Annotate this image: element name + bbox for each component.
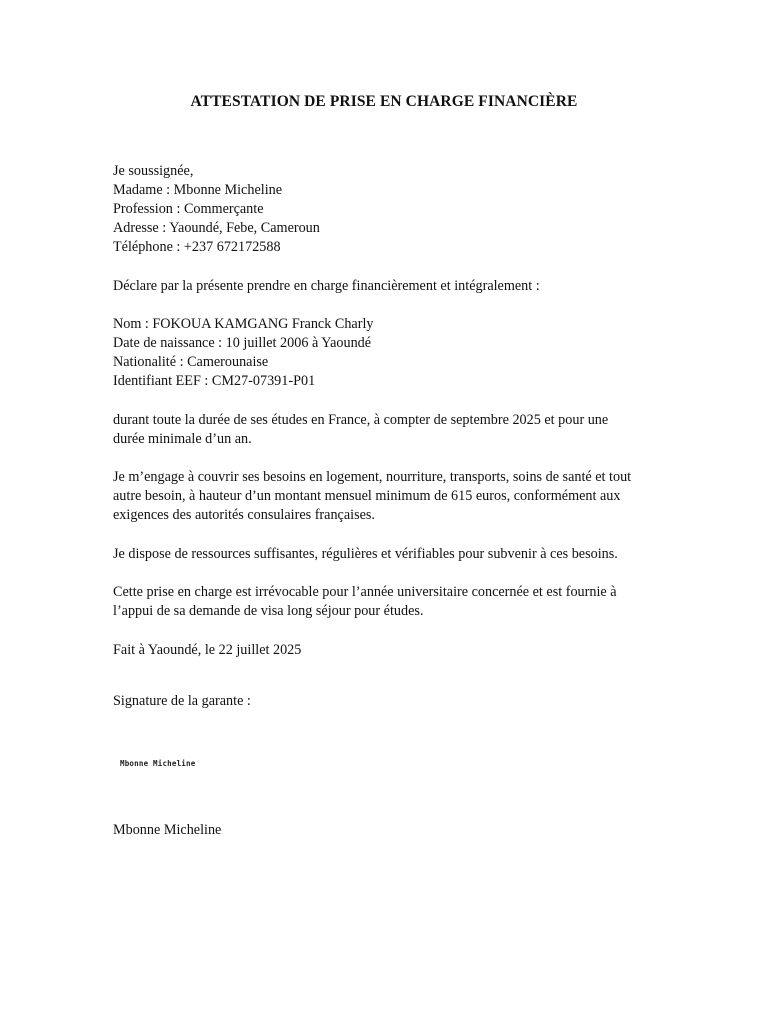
guarantor-intro: Je soussignée, — [113, 163, 194, 179]
duration-paragraph-line: durant toute la durée de ses études en France, à compter de septembre 2025 et pour une — [113, 412, 609, 428]
irrevocable-paragraph-line: l’appui de sa demande de visa long séjour pour études. — [113, 603, 424, 619]
duration-paragraph-line: durée minimale d’un an. — [113, 431, 252, 447]
resources-paragraph: Je dispose de ressources suffisantes, régulières et vérifiables pour subvenir à ces besoins. — [113, 546, 618, 562]
commitment-paragraph-line: autre besoin, à hauteur d’un montant mensuel minimum de 615 euros, conformément aux — [113, 488, 621, 504]
guarantor-address: Adresse : Yaoundé, Febe, Cameroun — [113, 220, 320, 236]
signatory-name: Mbonne Micheline — [113, 822, 222, 838]
beneficiary-birth: Date de naissance : 10 juillet 2006 à Yaoundé — [113, 335, 372, 351]
commitment-paragraph-line: Je m’engage à couvrir ses besoins en logement, nourriture, transports, soins de santé et tout — [113, 469, 632, 485]
place-date: Fait à Yaoundé, le 22 juillet 2025 — [113, 642, 302, 658]
guarantor-name: Madame : Mbonne Micheline — [113, 182, 283, 198]
beneficiary-name: Nom : FOKOUA KAMGANG Franck Charly — [113, 316, 374, 332]
beneficiary-nationality: Nationalité : Camerounaise — [113, 354, 269, 370]
irrevocable-paragraph-line: Cette prise en charge est irrévocable pour l’année universitaire concernée et est fournie à — [113, 584, 617, 600]
document-title: ATTESTATION DE PRISE EN CHARGE FINANCIÈRE — [190, 93, 578, 110]
guarantor-phone: Téléphone : +237 672172588 — [113, 239, 281, 255]
signature-image: Mbonne Micheline — [120, 759, 196, 768]
signature-label: Signature de la garante : — [113, 693, 251, 709]
beneficiary-eef-id: Identifiant EEF : CM27-07391-P01 — [113, 373, 316, 389]
commitment-paragraph-line: exigences des autorités consulaires françaises. — [113, 507, 375, 523]
guarantor-profession: Profession : Commerçante — [113, 201, 264, 217]
declaration-text: Déclare par la présente prendre en charge financièrement et intégralement : — [113, 278, 540, 294]
